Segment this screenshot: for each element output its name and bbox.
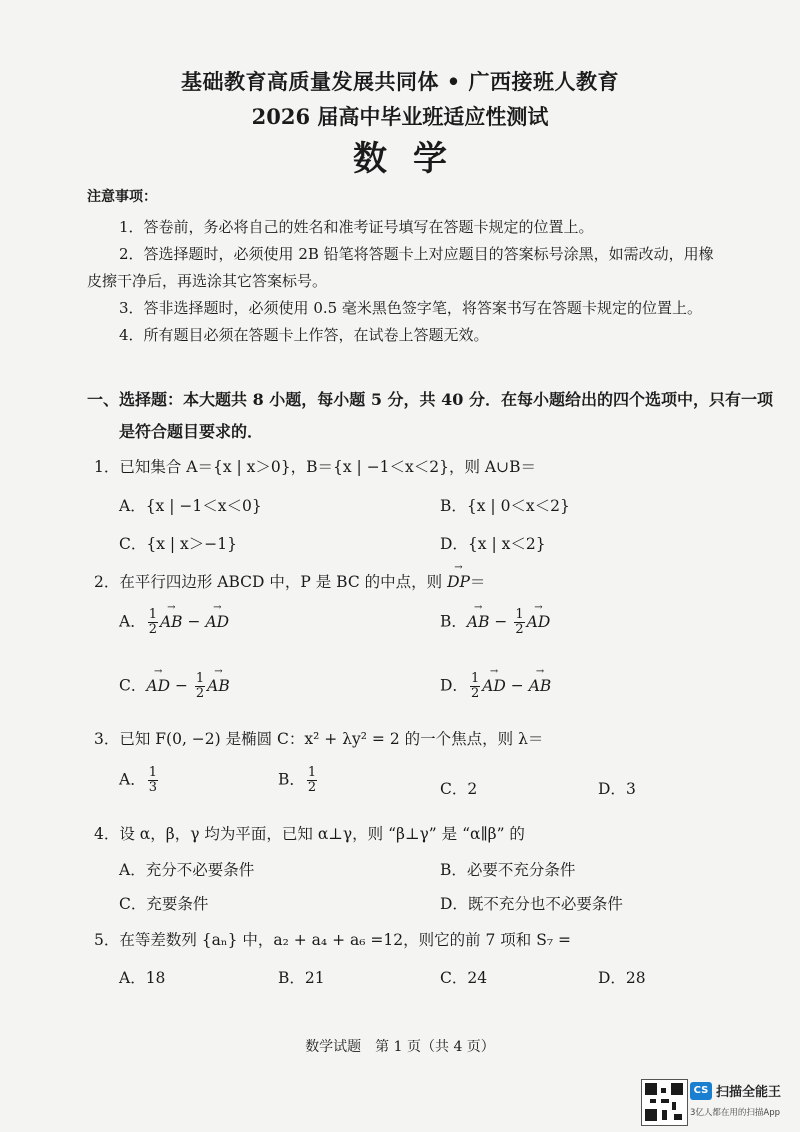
operator: − bbox=[174, 676, 188, 695]
question-5-stem: 5．在等差数列 {aₙ} 中，a₂ + a₄ + a₆ =12，则它的前 7 项和 S₇ = bbox=[94, 931, 571, 949]
fraction bbox=[470, 672, 480, 701]
scanner-tagline: 3亿人都在用的扫描App bbox=[690, 1108, 781, 1118]
notice-item: 2．答选择题时，必须使用 2B 铅笔将答题卡上对应题目的答案标号涂黑，如需改动，用橡 bbox=[119, 245, 714, 263]
camscanner-logo-icon: CS bbox=[690, 1082, 712, 1100]
notice-item: 3．答非选择题时，必须使用 0.5 毫米黑色签字笔，将答案书写在答题卡规定的位置上。 bbox=[119, 299, 702, 317]
option-value: 3 bbox=[625, 780, 636, 798]
fraction bbox=[148, 766, 158, 795]
fraction-numerator: 1 bbox=[148, 607, 157, 622]
question-3-option-a bbox=[119, 766, 160, 795]
question-4-stem: 4．设 α，β，γ 均为平面，已知 α⊥γ，则 “β⊥γ” 是 “α∥β” 的 bbox=[94, 825, 525, 843]
vector: → AB bbox=[207, 677, 230, 695]
notice-item: 4．所有题目必须在答题卡上作答，在试卷上答题无效。 bbox=[119, 326, 489, 344]
vector-dp: → DP bbox=[447, 573, 470, 591]
vector: → AD bbox=[205, 613, 229, 631]
option-label: D． bbox=[598, 780, 626, 798]
question-3-option-b bbox=[278, 766, 319, 795]
question-2-option-c bbox=[119, 672, 230, 701]
fraction-denominator: 2 bbox=[470, 686, 480, 701]
section-heading: 一、选择题：本大题共 8 小题，每小题 5 分，共 40 分．在每小题给出的四个选项中，只有一项 bbox=[87, 390, 773, 409]
option-value: 2 bbox=[467, 780, 478, 798]
fraction-denominator: 2 bbox=[195, 686, 205, 701]
question-1-option-d: D．{x | x＜2} bbox=[440, 535, 546, 553]
fraction-denominator: 2 bbox=[307, 780, 317, 795]
question-1-stem: 1．已知集合 A＝{x | x＞0}，B＝{x | −1＜x＜2}，则 A∪B＝ bbox=[94, 458, 537, 476]
question-2-stem-text: 2．在平行四边形 ABCD 中，P 是 BC 的中点，则 bbox=[94, 573, 448, 591]
qr-code-icon bbox=[641, 1079, 688, 1126]
header-line2: 2026 届高中毕业班适应性测试 bbox=[251, 104, 549, 129]
option-label: C． bbox=[440, 780, 468, 798]
option-label: C． bbox=[119, 676, 147, 695]
fraction-numerator: 1 bbox=[470, 671, 480, 686]
fraction bbox=[514, 608, 524, 637]
question-2-option-d bbox=[440, 672, 551, 701]
fraction bbox=[307, 766, 317, 795]
section-heading-cont: 是符合题目要求的． bbox=[119, 422, 264, 441]
question-3-option-d bbox=[598, 777, 636, 799]
option-label: D． bbox=[440, 676, 468, 695]
question-2-stem-end: ＝ bbox=[469, 573, 486, 591]
scanner-name: 扫描全能王 bbox=[716, 1085, 782, 1100]
vector: → AB bbox=[467, 613, 490, 631]
question-1-option-c: C．{x | x＞−1} bbox=[119, 535, 237, 553]
fraction bbox=[195, 672, 205, 701]
operator: − bbox=[187, 612, 201, 631]
notice-item: 皮擦干净后，再选涂其它答案标号。 bbox=[87, 272, 328, 290]
vector: → AB bbox=[529, 677, 552, 695]
question-4-option-b: B．必要不充分条件 bbox=[440, 861, 576, 879]
question-4-option-a: A．充分不必要条件 bbox=[119, 861, 255, 879]
fraction-numerator: 1 bbox=[515, 607, 524, 622]
option-label: B． bbox=[440, 612, 467, 631]
question-4-option-d: D．既不充分也不必要条件 bbox=[440, 895, 623, 913]
notice-title: 注意事项： bbox=[87, 189, 157, 205]
operator: − bbox=[494, 612, 508, 631]
fraction-denominator: 2 bbox=[515, 622, 524, 637]
fraction-denominator: 3 bbox=[148, 780, 157, 795]
question-5-option-c: C．24 bbox=[440, 969, 488, 987]
vector: → AD bbox=[146, 677, 170, 695]
fraction-numerator: 1 bbox=[148, 765, 157, 780]
question-5-option-a: A．18 bbox=[119, 969, 166, 987]
option-label: A． bbox=[119, 770, 146, 789]
question-3-stem: 3．已知 F(0, −2) 是椭圆 C：x² + λy² = 2 的一个焦点，则 λ＝ bbox=[94, 730, 544, 748]
subject-title: 数学 bbox=[353, 139, 473, 179]
fraction-denominator: 2 bbox=[148, 622, 157, 637]
fraction-numerator: 1 bbox=[307, 765, 317, 780]
question-3-option-c bbox=[440, 777, 477, 799]
question-1-option-a: A．{x | −1＜x＜0} bbox=[119, 497, 262, 515]
header-line1: 基础教育高质量发展共同体 • 广西接班人教育 bbox=[180, 69, 620, 94]
question-2-option-b bbox=[440, 608, 550, 637]
question-1-option-b: B．{x | 0＜x＜2} bbox=[440, 497, 570, 515]
notice-item: 1．答卷前，务必将自己的姓名和准考证号填写在答题卡规定的位置上。 bbox=[119, 218, 594, 236]
question-5-option-b: B．21 bbox=[278, 969, 325, 987]
question-2-stem bbox=[94, 570, 485, 592]
fraction bbox=[148, 608, 158, 637]
fraction-numerator: 1 bbox=[195, 671, 205, 686]
vector: → AB bbox=[160, 613, 183, 631]
page-footer: 数学试题 第 1 页（共 4 页） bbox=[305, 1039, 495, 1055]
vector: → AD bbox=[482, 677, 506, 695]
option-label: A． bbox=[119, 612, 146, 631]
question-5-option-d: D．28 bbox=[598, 969, 646, 987]
question-2-option-a bbox=[119, 608, 229, 637]
question-4-option-c: C．充要条件 bbox=[119, 895, 209, 913]
vector: → AD bbox=[527, 613, 551, 631]
operator: − bbox=[510, 676, 524, 695]
option-label: B． bbox=[278, 770, 305, 789]
